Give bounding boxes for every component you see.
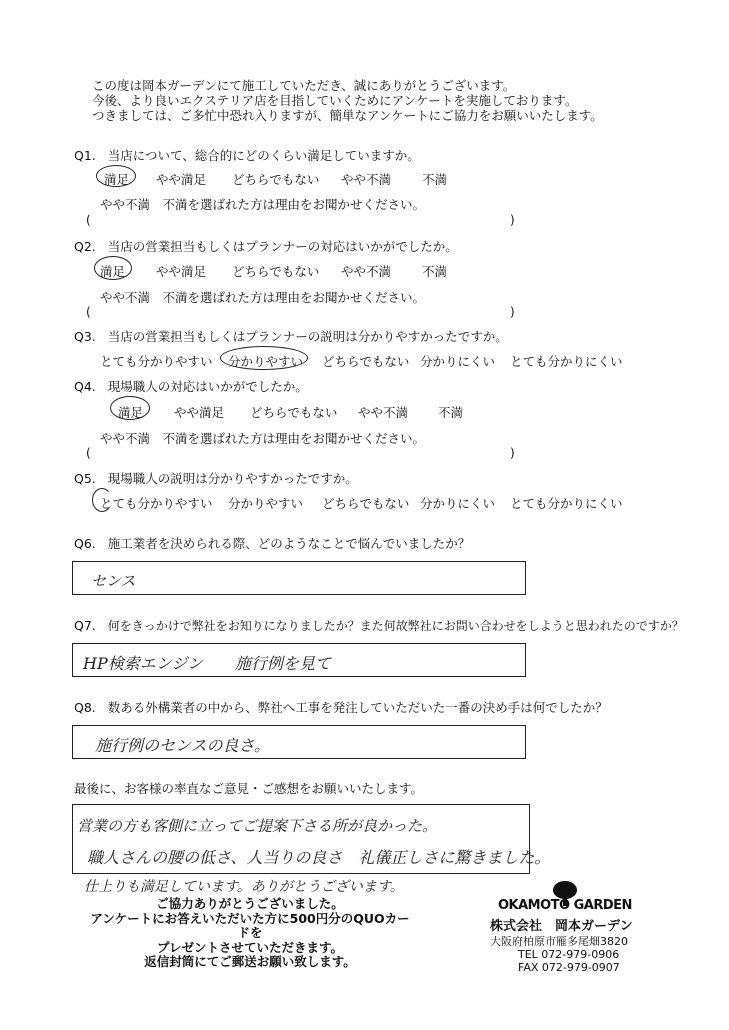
q2-label: Q2. <box>74 239 96 254</box>
final-answer-line: 職人さんの腰の低さ、人当りの良さ 礼儀正しさに驚きました。 <box>87 848 551 867</box>
q1-text: 当店について、総合的にどのくらい満足していますか。 <box>107 148 420 163</box>
q2-text: 当店の営業担当もしくはプランナーの対応はいかがでしたか。 <box>107 239 458 254</box>
q2-question <box>74 237 458 255</box>
q5-option-4[interactable]: 分かりにくい <box>420 496 496 511</box>
company-address: 大阪府柏原市雁多尾畑3820 <box>490 935 628 948</box>
q7-question <box>74 617 684 634</box>
q5-text: 現場職人の説明は分かりやすかったですか。 <box>107 471 358 486</box>
q4-option-3[interactable]: どちらでもない <box>250 405 338 420</box>
q8-answer: 施行例のセンスの良さ。 <box>95 736 270 755</box>
q4-option-2[interactable]: やや満足 <box>174 405 225 420</box>
q5-selection-circle <box>92 488 112 512</box>
q4-reason-prompt: やや不満 不満を選ばれた方は理由をお聞かせください。 <box>100 431 426 446</box>
final-answer-line: 仕上りも満足しています。ありがとうございます。 <box>84 879 404 895</box>
q3-label: Q3. <box>74 329 96 344</box>
q1-option-4[interactable]: やや不満 <box>341 172 392 187</box>
company-info <box>490 920 633 974</box>
q6-answer-box[interactable] <box>72 561 526 595</box>
q6-question <box>74 534 470 552</box>
q1-reason-prompt: やや不満 不満を選ばれた方は理由をお聞かせください。 <box>100 197 426 212</box>
q8-text: 数ある外構業者の中から、弊社へ工事を発注していただいた一番の決め手は何でしたか？ <box>107 700 608 715</box>
q2-paren-close: ) <box>510 305 515 319</box>
q4-selection-circle <box>110 396 150 420</box>
q2-option-4[interactable]: やや不満 <box>341 264 392 279</box>
closing-line: ご協力ありがとうございました。 <box>156 896 344 911</box>
q2-option-2[interactable]: やや満足 <box>156 264 207 279</box>
company-fax: FAX 072-979-0907 <box>518 961 620 974</box>
q4-paren-open: ( <box>86 446 91 460</box>
q3-option-3[interactable]: どちらでもない <box>322 354 410 369</box>
q6-answer: センス <box>91 572 136 590</box>
q4-question <box>74 377 308 395</box>
closing-line: プレゼントさせていただきます。 <box>156 939 343 955</box>
q4-option-5[interactable]: 不満 <box>438 405 464 420</box>
q8-question <box>74 698 608 716</box>
q1-option-1[interactable]: 満足 <box>104 172 130 187</box>
q2-paren-open: ( <box>86 305 91 319</box>
q5-option-2[interactable]: 分かりやすい <box>228 496 304 511</box>
q1-option-5[interactable]: 不満 <box>422 172 448 187</box>
q4-option-1[interactable]: 満足 <box>118 405 144 420</box>
company-logo: OKAMOTO GARDEN <box>498 898 632 913</box>
q4-paren-close: ) <box>510 446 515 460</box>
q1-question <box>74 146 420 164</box>
q5-question <box>74 469 358 487</box>
q3-option-2[interactable]: 分かりやすい <box>228 354 304 369</box>
intro-line: この度は岡本ガーデンにて施工していただき、誠にありがとうございます。 <box>92 78 516 93</box>
q1-paren-close: ) <box>510 213 515 227</box>
q2-option-1[interactable]: 満足 <box>100 264 126 279</box>
closing-line: アンケートにお答えいただいた方に500円分のQUOカードを <box>90 910 410 940</box>
q1-option-2[interactable]: やや満足 <box>156 172 207 187</box>
q2-selection-circle <box>94 256 132 280</box>
company-tel: TEL 072-979-0906 <box>518 948 620 961</box>
company-name: 株式会社 岡本ガーデン <box>490 919 633 934</box>
q1-selection-circle <box>96 165 136 187</box>
q2-option-5[interactable]: 不満 <box>422 264 448 279</box>
q4-label: Q4. <box>74 379 96 394</box>
q3-option-5[interactable]: とても分かりにくい <box>510 354 623 369</box>
final-answer-box[interactable] <box>72 804 551 874</box>
q6-label: Q6. <box>74 536 96 551</box>
q5-option-1[interactable]: とても分かりやすい <box>100 496 213 511</box>
q4-option-4[interactable]: やや不満 <box>358 405 409 420</box>
intro-line: つきましては、ご多忙中恐れ入りますが、簡単なアンケートにご協力をお願いいたします。 <box>92 108 603 123</box>
q3-selection-circle <box>220 346 308 370</box>
final-prompt: 最後に、お客様の率直なご意見・ご感想をお願いいたします。 <box>74 781 424 796</box>
q3-question <box>74 327 508 345</box>
q1-label: Q1. <box>74 148 96 163</box>
q8-answer-box[interactable] <box>72 725 526 759</box>
q5-option-3[interactable]: どちらでもない <box>322 496 410 511</box>
q7-text: 何をきっかけで弊社をお知りになりましたか？また何故弊社にお問い合わせをしようと思われたのですか？ <box>107 619 684 633</box>
q5-option-5[interactable]: とても分かりにくい <box>510 496 623 511</box>
q1-paren-open: ( <box>86 213 91 227</box>
q2-option-3[interactable]: どちらでもない <box>232 264 320 279</box>
q4-text: 現場職人の対応はいかがでしたか。 <box>107 379 308 394</box>
closing-line: 返信封筒にてご郵送お願い致します。 <box>144 954 356 969</box>
q6-text: 施工業者を決められる際、どのようなことで悩んでいましたか？ <box>107 536 471 551</box>
closing-message <box>85 897 415 970</box>
q5-label: Q5. <box>74 471 96 486</box>
q7-label: Q7. <box>74 618 96 633</box>
q2-reason-prompt: やや不満 不満を選ばれた方は理由をお聞かせください。 <box>100 290 426 305</box>
q3-option-4[interactable]: 分かりにくい <box>420 354 496 369</box>
q3-option-1[interactable]: とても分かりやすい <box>100 354 213 369</box>
q7-answer-box[interactable] <box>72 643 526 677</box>
q1-option-3[interactable]: どちらでもない <box>232 172 320 187</box>
intro-line: 今後、より良いエクステリア店を目指していくためにアンケートを実施しております。 <box>92 93 578 108</box>
q7-answer: HP検索エンジン 施行例を見て <box>83 654 331 673</box>
q8-label: Q8. <box>74 700 96 715</box>
q3-text: 当店の営業担当もしくはプランナーの説明は分かりやすかったですか。 <box>107 329 508 344</box>
final-answer-line: 営業の方も客側に立ってご提案下さる所が良かった。 <box>77 817 438 835</box>
intro-text <box>92 78 603 123</box>
